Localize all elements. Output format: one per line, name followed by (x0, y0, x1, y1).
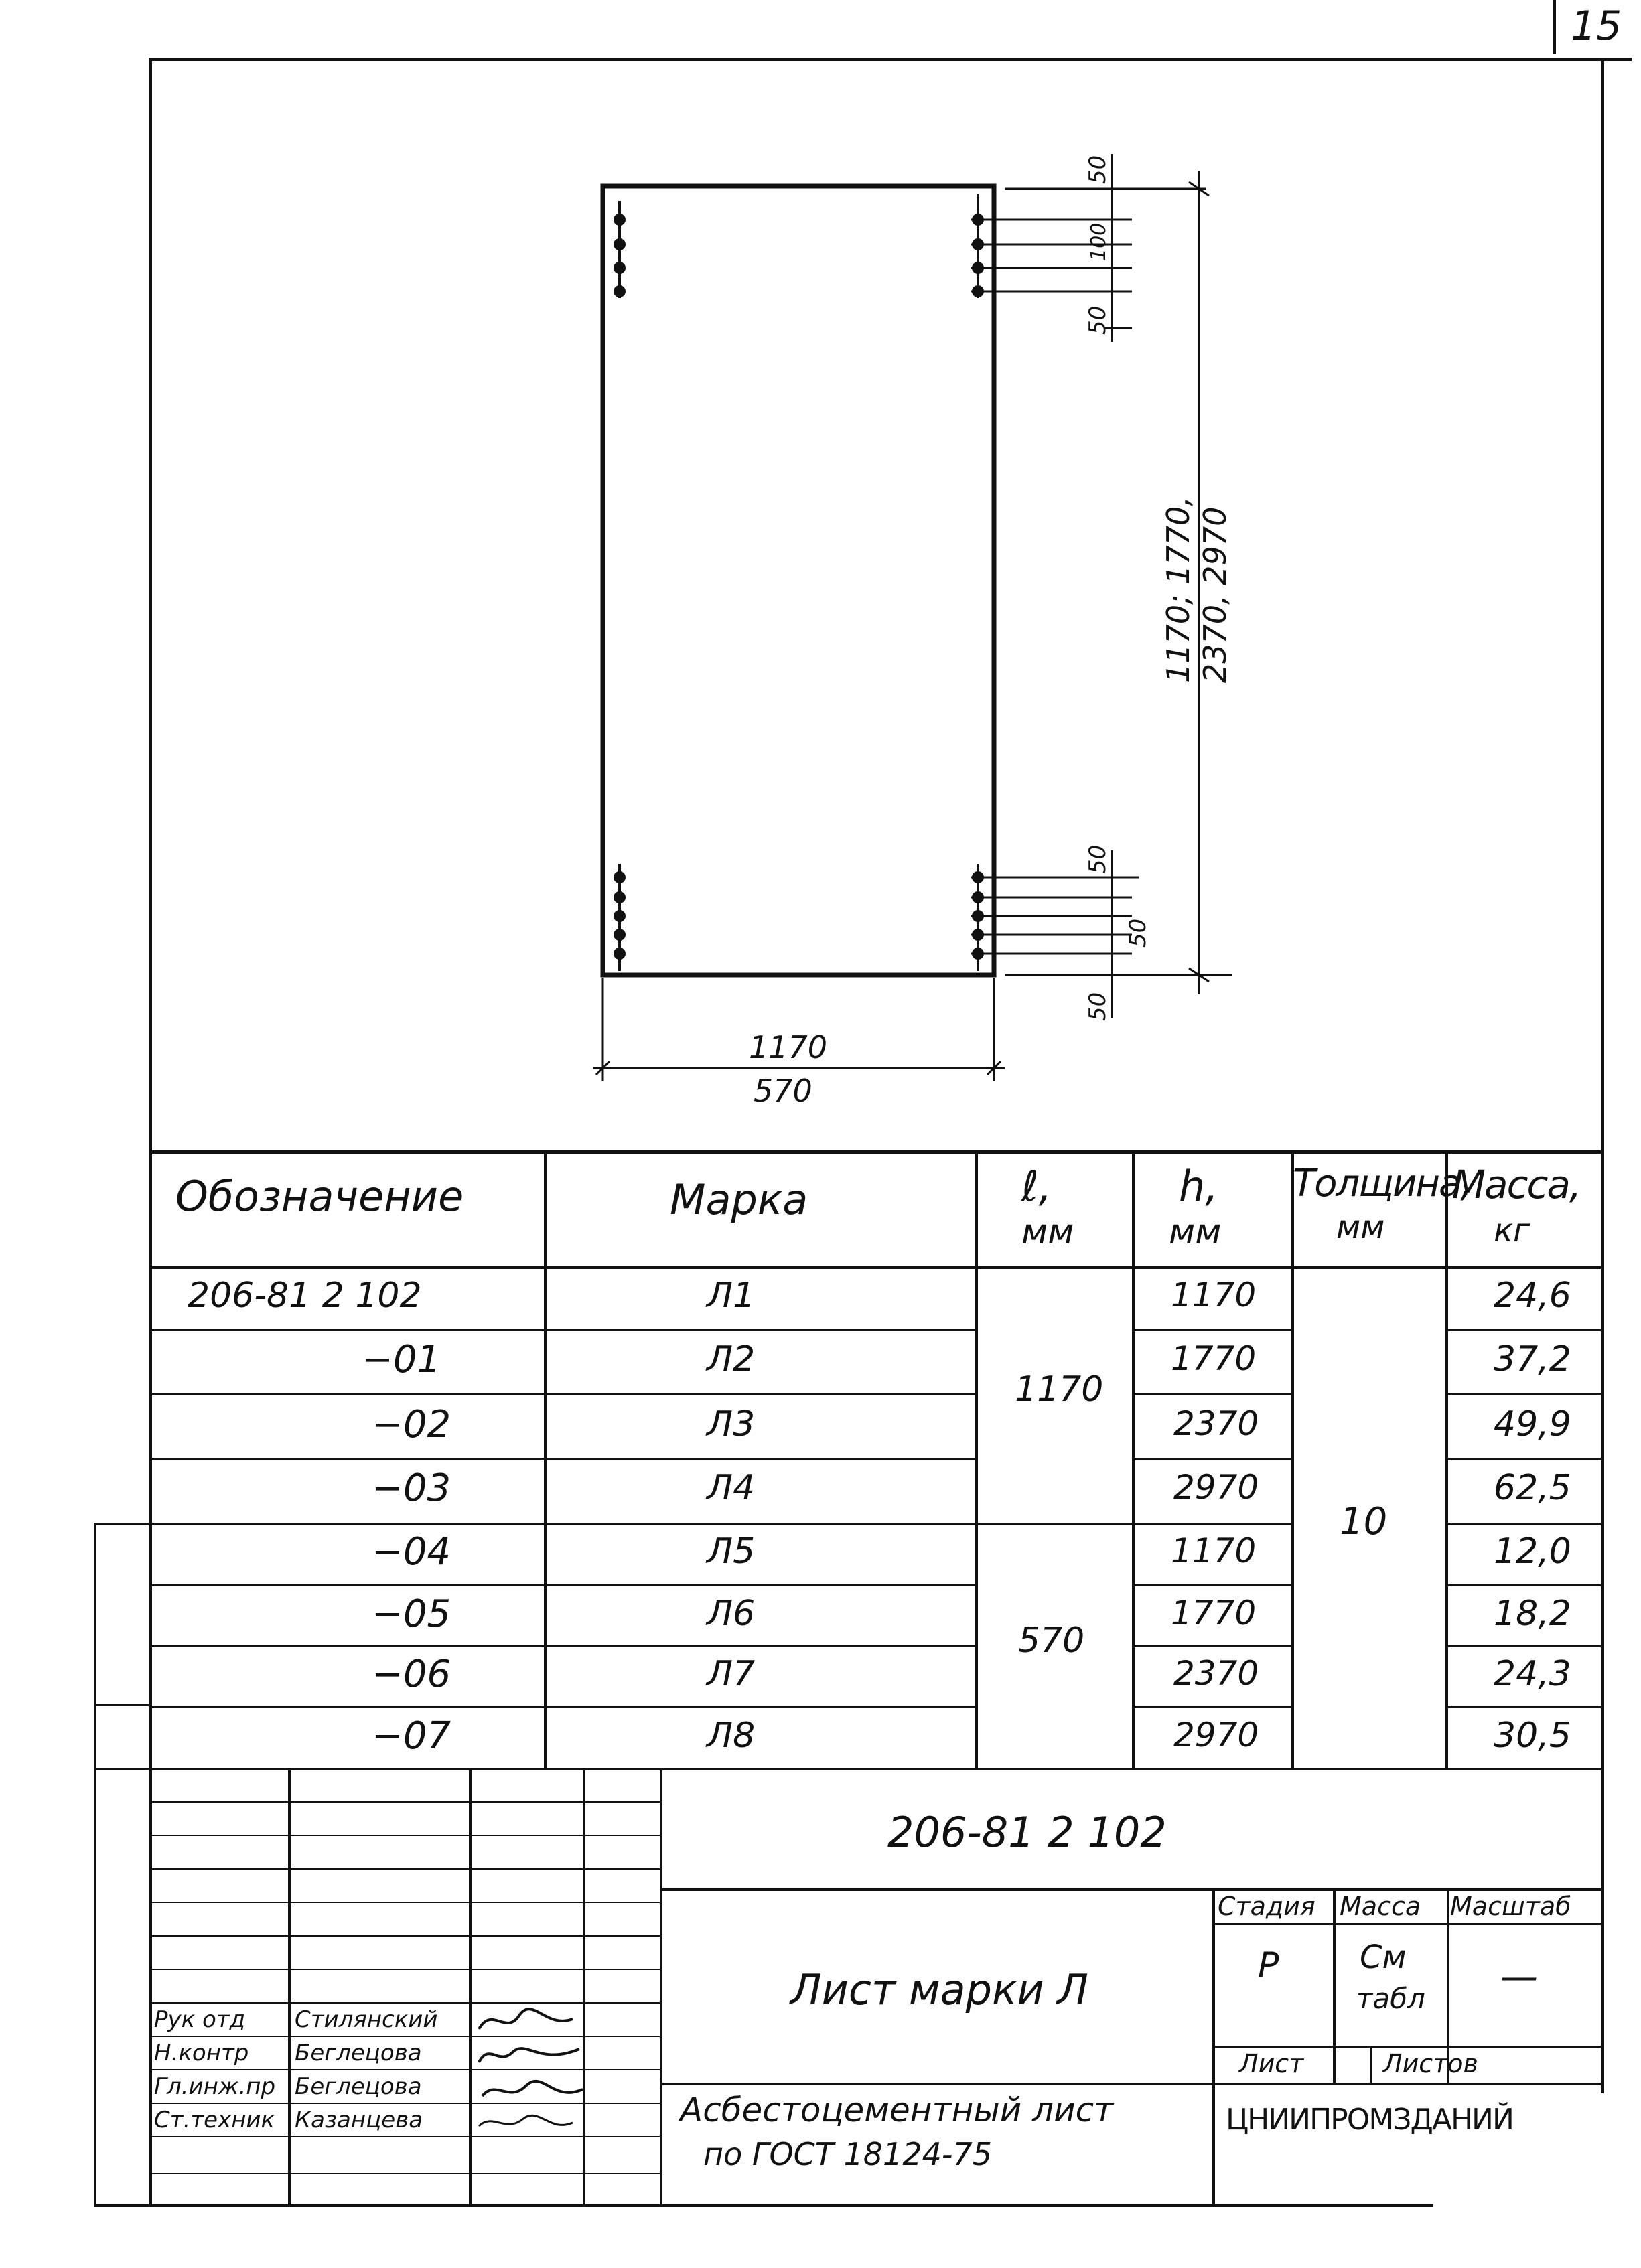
row-5-mass: 12,0 (1494, 1531, 1571, 1572)
row-rule (1445, 1645, 1602, 1647)
row-1-mass: 24,6 (1494, 1276, 1571, 1316)
row-rule (149, 1329, 977, 1331)
row-rule (1445, 1584, 1602, 1586)
mass-label: Масса (1340, 1892, 1421, 1921)
row-7-mass: 24,3 (1494, 1654, 1571, 1694)
tb-hrule (149, 1902, 661, 1903)
dim-top-100-text: 100 (1087, 222, 1111, 261)
sheet-outline (603, 186, 994, 975)
row-rule (1445, 1706, 1602, 1708)
row-2-mass: 37,2 (1494, 1339, 1571, 1379)
dim-height-text: 1170; 1770, (1160, 496, 1196, 683)
doc-code: 206-81 2 102 (887, 1808, 1167, 1857)
row-rule (1445, 1329, 1602, 1331)
row-rule (94, 1523, 1293, 1525)
dim-width-b-text: 570 (754, 1073, 812, 1109)
row-2-h: 1770 (1171, 1339, 1257, 1378)
dim-bot-50b-text: 50 (1125, 918, 1151, 948)
tb-desc-rule (660, 2083, 1602, 2085)
row-3-h: 2370 (1173, 1404, 1259, 1443)
signature-scribble-1 (479, 2009, 573, 2029)
signature-name-2: Беглецова (295, 2040, 422, 2066)
frame-bottom (94, 2204, 1433, 2207)
holes-left-bottom (615, 864, 624, 971)
row-1-mark: Л1 (707, 1276, 756, 1316)
row-rule (1132, 1645, 1293, 1647)
row-rule (149, 1458, 977, 1460)
row-6-mass: 18,2 (1494, 1594, 1571, 1634)
row-4-h: 2970 (1173, 1468, 1259, 1507)
tb-code-rule (660, 1888, 1602, 1891)
row-rule (149, 1584, 977, 1586)
row-rule (1445, 1458, 1602, 1460)
row-7-mark: Л7 (707, 1654, 756, 1694)
length-group-1: 1170 (1015, 1369, 1104, 1410)
sheets-label: Листов (1383, 2049, 1478, 2078)
row-6-mark: Л6 (707, 1594, 756, 1634)
tb-hrule (149, 1801, 661, 1803)
tb-mass-vrule (1333, 1888, 1336, 2083)
header-mark: Марка (670, 1175, 808, 1224)
tb-hrule (149, 1868, 661, 1870)
mass-value-2: табл (1356, 1982, 1425, 2015)
signature-scribble-2 (479, 2048, 579, 2062)
stage-value: Р (1258, 1945, 1279, 1985)
row-rule (1132, 1329, 1293, 1331)
signature-name-3: Беглецова (295, 2073, 422, 2100)
row-5-designation: −04 (372, 1530, 451, 1574)
sheet-label: Лист (1239, 2049, 1304, 2078)
tb-hrule (149, 2173, 661, 2174)
row-rule (1132, 1706, 1293, 1708)
row-rule (1445, 1393, 1602, 1395)
header-thickness-unit: мм (1336, 1209, 1385, 1246)
holes-right-bottom (973, 864, 983, 971)
stage-label: Стадия (1218, 1892, 1315, 1921)
signature-name-1: Стилянский (295, 2006, 438, 2033)
mass-value-1: См (1360, 1939, 1407, 1976)
table-vrule-2 (975, 1150, 978, 1770)
row-2-designation: −01 (362, 1338, 441, 1381)
dim-top-50a-text: 50 (1084, 155, 1111, 184)
row-8-mark: Л8 (707, 1716, 756, 1756)
dim-bot-50c-text: 50 (1084, 992, 1111, 1021)
header-designation: Обозначение (175, 1172, 464, 1221)
sheet-title: Лист марки Л (790, 1965, 1089, 2014)
row-rule (149, 1706, 977, 1708)
page-number: 15 (1571, 3, 1622, 50)
table-bottom-rule (149, 1768, 1602, 1770)
table-vrule-4 (1291, 1150, 1294, 1770)
signature-role-3: Гл.инж.пр (154, 2073, 276, 2100)
header-thickness: Толщина, (1293, 1162, 1472, 1205)
row-rule (1445, 1523, 1602, 1525)
header-length-unit: мм (1021, 1212, 1074, 1252)
row-5-mark: Л5 (707, 1531, 756, 1572)
description-line-2: по ГОСТ 18124-75 (703, 2136, 992, 2172)
header-mass-unit: кг (1494, 1212, 1530, 1250)
tb-vrule-b (469, 1768, 472, 2206)
table-vrule-5 (1445, 1150, 1448, 1770)
header-height-unit: мм (1169, 1212, 1222, 1252)
dim-bot-50a-text: 50 (1084, 844, 1111, 874)
row-6-h: 1770 (1171, 1594, 1257, 1633)
row-6-designation: −05 (372, 1592, 451, 1636)
tb-stage-header-rule (1212, 1923, 1602, 1925)
row-rule (1132, 1584, 1293, 1586)
row-8-h: 2970 (1173, 1716, 1259, 1754)
row-rule (149, 1645, 977, 1647)
row-4-mark: Л4 (707, 1468, 756, 1508)
scale-label: Масштаб (1450, 1892, 1571, 1921)
thickness-value: 10 (1340, 1500, 1388, 1543)
signature-scribble-4 (479, 2115, 573, 2126)
row-rule (1132, 1458, 1293, 1460)
scale-value: — (1500, 1955, 1538, 1999)
header-height: h, (1179, 1162, 1219, 1211)
tb-sheet-rule (1212, 2046, 1602, 2048)
description-line-1: Асбестоцементный лист (680, 2091, 1114, 2129)
signature-name-4: Казанцева (295, 2107, 423, 2133)
row-4-designation: −03 (372, 1466, 451, 1510)
tb-hrule (149, 1969, 661, 1970)
table-vrule-1 (544, 1150, 547, 1770)
handwritten-signatures (472, 2002, 606, 2143)
table-vrule-3 (1132, 1150, 1135, 1770)
row-5-h: 1170 (1171, 1531, 1257, 1570)
holes-right-top (973, 194, 983, 298)
tb-vrule-a (288, 1768, 291, 2206)
tb-hrule (149, 1935, 661, 1937)
row-rule (1132, 1393, 1293, 1395)
signature-role-4: Ст.техник (154, 2107, 275, 2133)
row-7-designation: −06 (372, 1653, 451, 1696)
row-4-mass: 62,5 (1494, 1468, 1571, 1508)
header-mass: Масса, (1452, 1162, 1581, 1207)
table-top-rule (149, 1150, 1602, 1154)
tb-sheet-vrule (1370, 2046, 1372, 2083)
dim-top-50b-text: 50 (1084, 305, 1111, 335)
holes-left-top (615, 201, 624, 298)
signature-role-1: Рук отд (154, 2006, 246, 2033)
tb-hrule (149, 1835, 661, 1836)
header-length: ℓ, (1021, 1162, 1052, 1211)
row-8-mass: 30,5 (1494, 1716, 1571, 1756)
organization: ЦНИИПРОМЗДАНИЙ (1226, 2103, 1513, 2137)
side-strip-rule (94, 1704, 150, 1706)
dim-width-a-text: 1170 (749, 1029, 828, 1065)
signature-scribble-3 (482, 2081, 583, 2096)
side-strip-left (94, 1523, 96, 2206)
row-1-designation: 206-81 2 102 (188, 1276, 422, 1316)
row-1-h: 1170 (1171, 1276, 1257, 1314)
row-2-mark: Л2 (707, 1339, 756, 1379)
row-3-mark: Л3 (707, 1404, 756, 1444)
row-8-designation: −07 (372, 1714, 451, 1758)
length-group-2: 570 (1018, 1620, 1085, 1661)
row-3-designation: −02 (372, 1403, 451, 1446)
tb-vrule-d (660, 1768, 662, 2206)
row-3-mass: 49,9 (1494, 1404, 1571, 1444)
table-header-rule (149, 1266, 1602, 1269)
side-strip-rule (94, 1768, 150, 1770)
row-7-h: 2370 (1173, 1654, 1259, 1693)
row-rule (149, 1393, 977, 1395)
dim-height-b-text: 2370, 2970 (1197, 506, 1233, 683)
signature-role-2: Н.контр (154, 2040, 249, 2066)
